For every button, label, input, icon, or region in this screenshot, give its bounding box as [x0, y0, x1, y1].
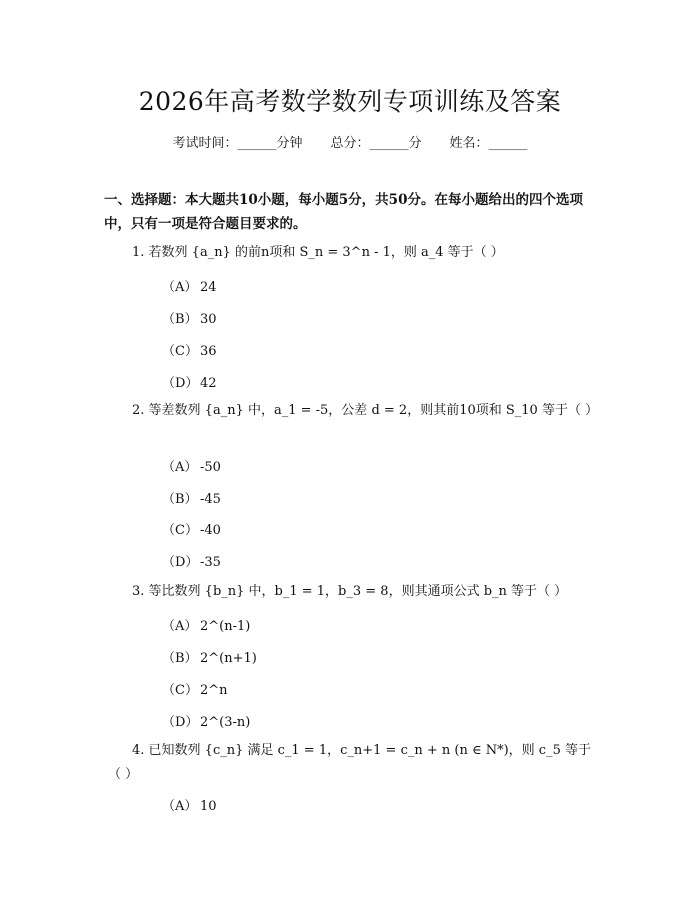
section-heading: 一、选择题：本大题共10小题，每小题5分，共50分。在每小题给出的四个选项中，只有一项是符合题目要求的。 — [104, 192, 583, 232]
option-item — [162, 795, 217, 814]
option-item — [162, 340, 217, 359]
exam-total-score: 总分：______分 — [330, 136, 422, 151]
option-label: （B） — [162, 651, 198, 666]
option-item — [162, 372, 217, 391]
question-1 — [108, 241, 596, 265]
option-label: （D） — [162, 555, 199, 570]
option-text: 2^(3-n) — [200, 715, 251, 730]
option-text: 10 — [200, 799, 217, 814]
option-text: -40 — [200, 523, 221, 538]
question-stem: 1. 若数列 {a_n} 的前n项和 S_n = 3^n - 1，则 a_4 等于（ ） — [132, 245, 504, 260]
option-text: 2^n — [200, 683, 228, 698]
option-text: 24 — [200, 280, 217, 295]
option-label: （A） — [162, 460, 198, 475]
option-text: 2^(n+1) — [200, 651, 257, 666]
option-label: （C） — [162, 683, 198, 698]
option-label: （A） — [162, 619, 198, 634]
option-item — [162, 488, 221, 507]
option-label: （D） — [162, 376, 199, 391]
option-text: -45 — [200, 492, 221, 507]
option-item — [162, 276, 217, 295]
option-item — [162, 615, 250, 634]
option-text: 36 — [200, 344, 217, 359]
option-item — [162, 647, 257, 666]
option-text: -35 — [200, 555, 221, 570]
option-label: （A） — [162, 280, 198, 295]
option-text: -50 — [200, 460, 221, 475]
question-2 — [108, 399, 599, 423]
option-item — [162, 308, 217, 327]
exam-info — [0, 132, 700, 151]
question-stem: 3. 等比数列 {b_n} 中，b_1 = 1，b_3 = 8，则其通项公式 b_n 等于（ ） — [132, 584, 568, 599]
option-text: 30 — [200, 312, 217, 327]
option-label: （B） — [162, 312, 198, 327]
exam-name: 姓名：______ — [449, 136, 528, 151]
option-label: （A） — [162, 799, 198, 814]
question-stem: 4. 已知数列 {c_n} 满足 c_1 = 1，c_n+1 = c_n + n (n ∈ N*)，则 c_5 等于（ ） — [108, 743, 591, 782]
option-label: （B） — [162, 492, 198, 507]
option-item — [162, 679, 228, 698]
exam-time: 考试时间：______分钟 — [172, 136, 303, 151]
question-4 — [108, 739, 596, 787]
question-stem: 2. 等差数列 {a_n} 中，a_1 = -5，公差 d = 2，则其前10项和 S_10 等于（ ） — [132, 403, 599, 418]
page-title: 2026年高考数学数列专项训练及答案 — [138, 87, 562, 116]
option-label: （C） — [162, 523, 198, 538]
option-label: （D） — [162, 715, 199, 730]
option-item — [162, 519, 221, 538]
option-item — [162, 551, 221, 570]
option-text: 42 — [200, 376, 217, 391]
option-text: 2^(n-1) — [200, 619, 251, 634]
option-label: （C） — [162, 344, 198, 359]
option-item — [162, 456, 221, 475]
option-item — [162, 711, 250, 730]
question-3 — [108, 580, 596, 604]
